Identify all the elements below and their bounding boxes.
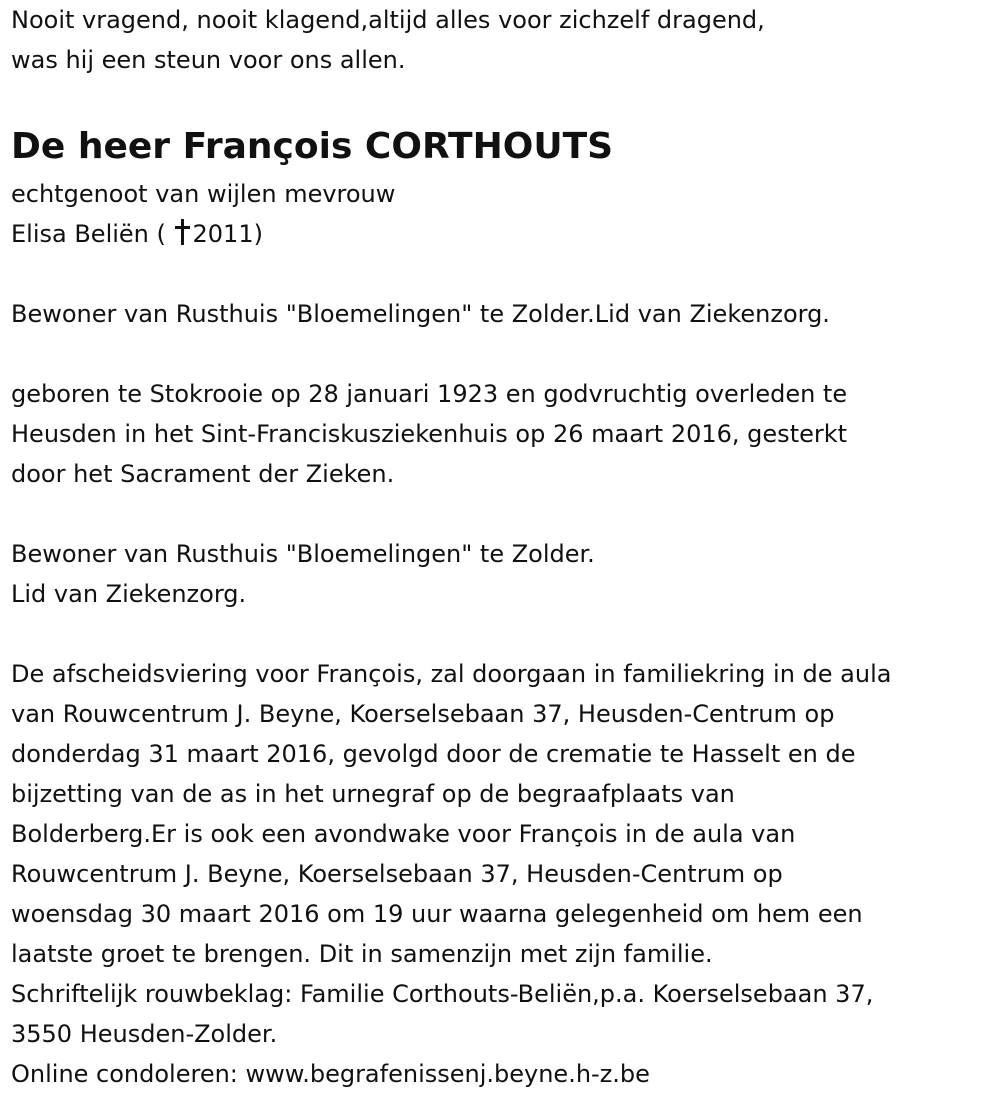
ceremony-line-1: De afscheidsviering voor François, zal doorgaan in familiekring in de aula xyxy=(11,660,892,688)
spouse-name-text: Elisa Beliën ( xyxy=(11,220,166,248)
residence-combined: Bewoner van Rusthuis "Bloemelingen" te Zolder.Lid van Ziekenzorg. xyxy=(11,300,830,328)
ceremony-line-8: laatste groet te brengen. Dit in samenzijn met zijn familie. xyxy=(11,940,713,968)
residence-line-1: Bewoner van Rusthuis "Bloemelingen" te Zolder. xyxy=(11,540,595,568)
residence-line-2: Lid van Ziekenzorg. xyxy=(11,580,247,608)
poem-line-1: Nooit vragend, nooit klagend,altijd alles voor zichzelf dragend, xyxy=(11,6,765,34)
condolence-address-line-2: 3550 Heusden-Zolder. xyxy=(11,1020,278,1048)
online-condolence-line: Online condoleren: www.begrafenissenj.beyne.h-z.be xyxy=(11,1060,650,1088)
condolence-address-line-1: Schriftelijk rouwbeklag: Familie Corthouts-Beliën,p.a. Koerselsebaan 37, xyxy=(11,980,874,1008)
birth-death-line-1: geboren te Stokrooie op 28 januari 1923 en godvruchtig overleden te xyxy=(11,380,848,408)
ceremony-line-6: Rouwcentrum J. Beyne, Koerselsebaan 37, Heusden-Centrum op xyxy=(11,860,783,888)
spacer xyxy=(11,494,996,534)
ceremony-line-4: bijzetting van de as in het urnegraf op de begraafplaats van xyxy=(11,780,735,808)
ceremony-line-2: van Rouwcentrum J. Beyne, Koerselsebaan 37, Heusden-Centrum op xyxy=(11,700,835,728)
deceased-name: De heer François CORTHOUTS xyxy=(11,126,614,167)
spacer xyxy=(11,254,996,294)
birth-death-line-2: Heusden in het Sint-Franciskusziekenhuis op 26 maart 2016, gesterkt xyxy=(11,420,848,448)
spacer xyxy=(11,614,996,654)
ceremony-line-7: woensdag 30 maart 2016 om 19 uur waarna gelegenheid om hem een xyxy=(11,900,863,928)
obituary xyxy=(11,0,996,1094)
cross-icon xyxy=(175,219,189,245)
ceremony-line-5: Bolderberg.Er is ook een avondwake voor François in de aula van xyxy=(11,820,796,848)
spacer xyxy=(11,80,996,127)
birth-death-line-3: door het Sacrament der Zieken. xyxy=(11,460,395,488)
spouse-death-year: 2011) xyxy=(192,220,263,248)
spouse-name xyxy=(11,214,996,254)
spouse-relation: echtgenoot van wijlen mevrouw xyxy=(11,180,396,208)
poem-line-2: was hij een steun voor ons allen. xyxy=(11,46,406,74)
ceremony-line-3: donderdag 31 maart 2016, gevolgd door de crematie te Hasselt en de xyxy=(11,740,856,768)
spacer xyxy=(11,334,996,374)
